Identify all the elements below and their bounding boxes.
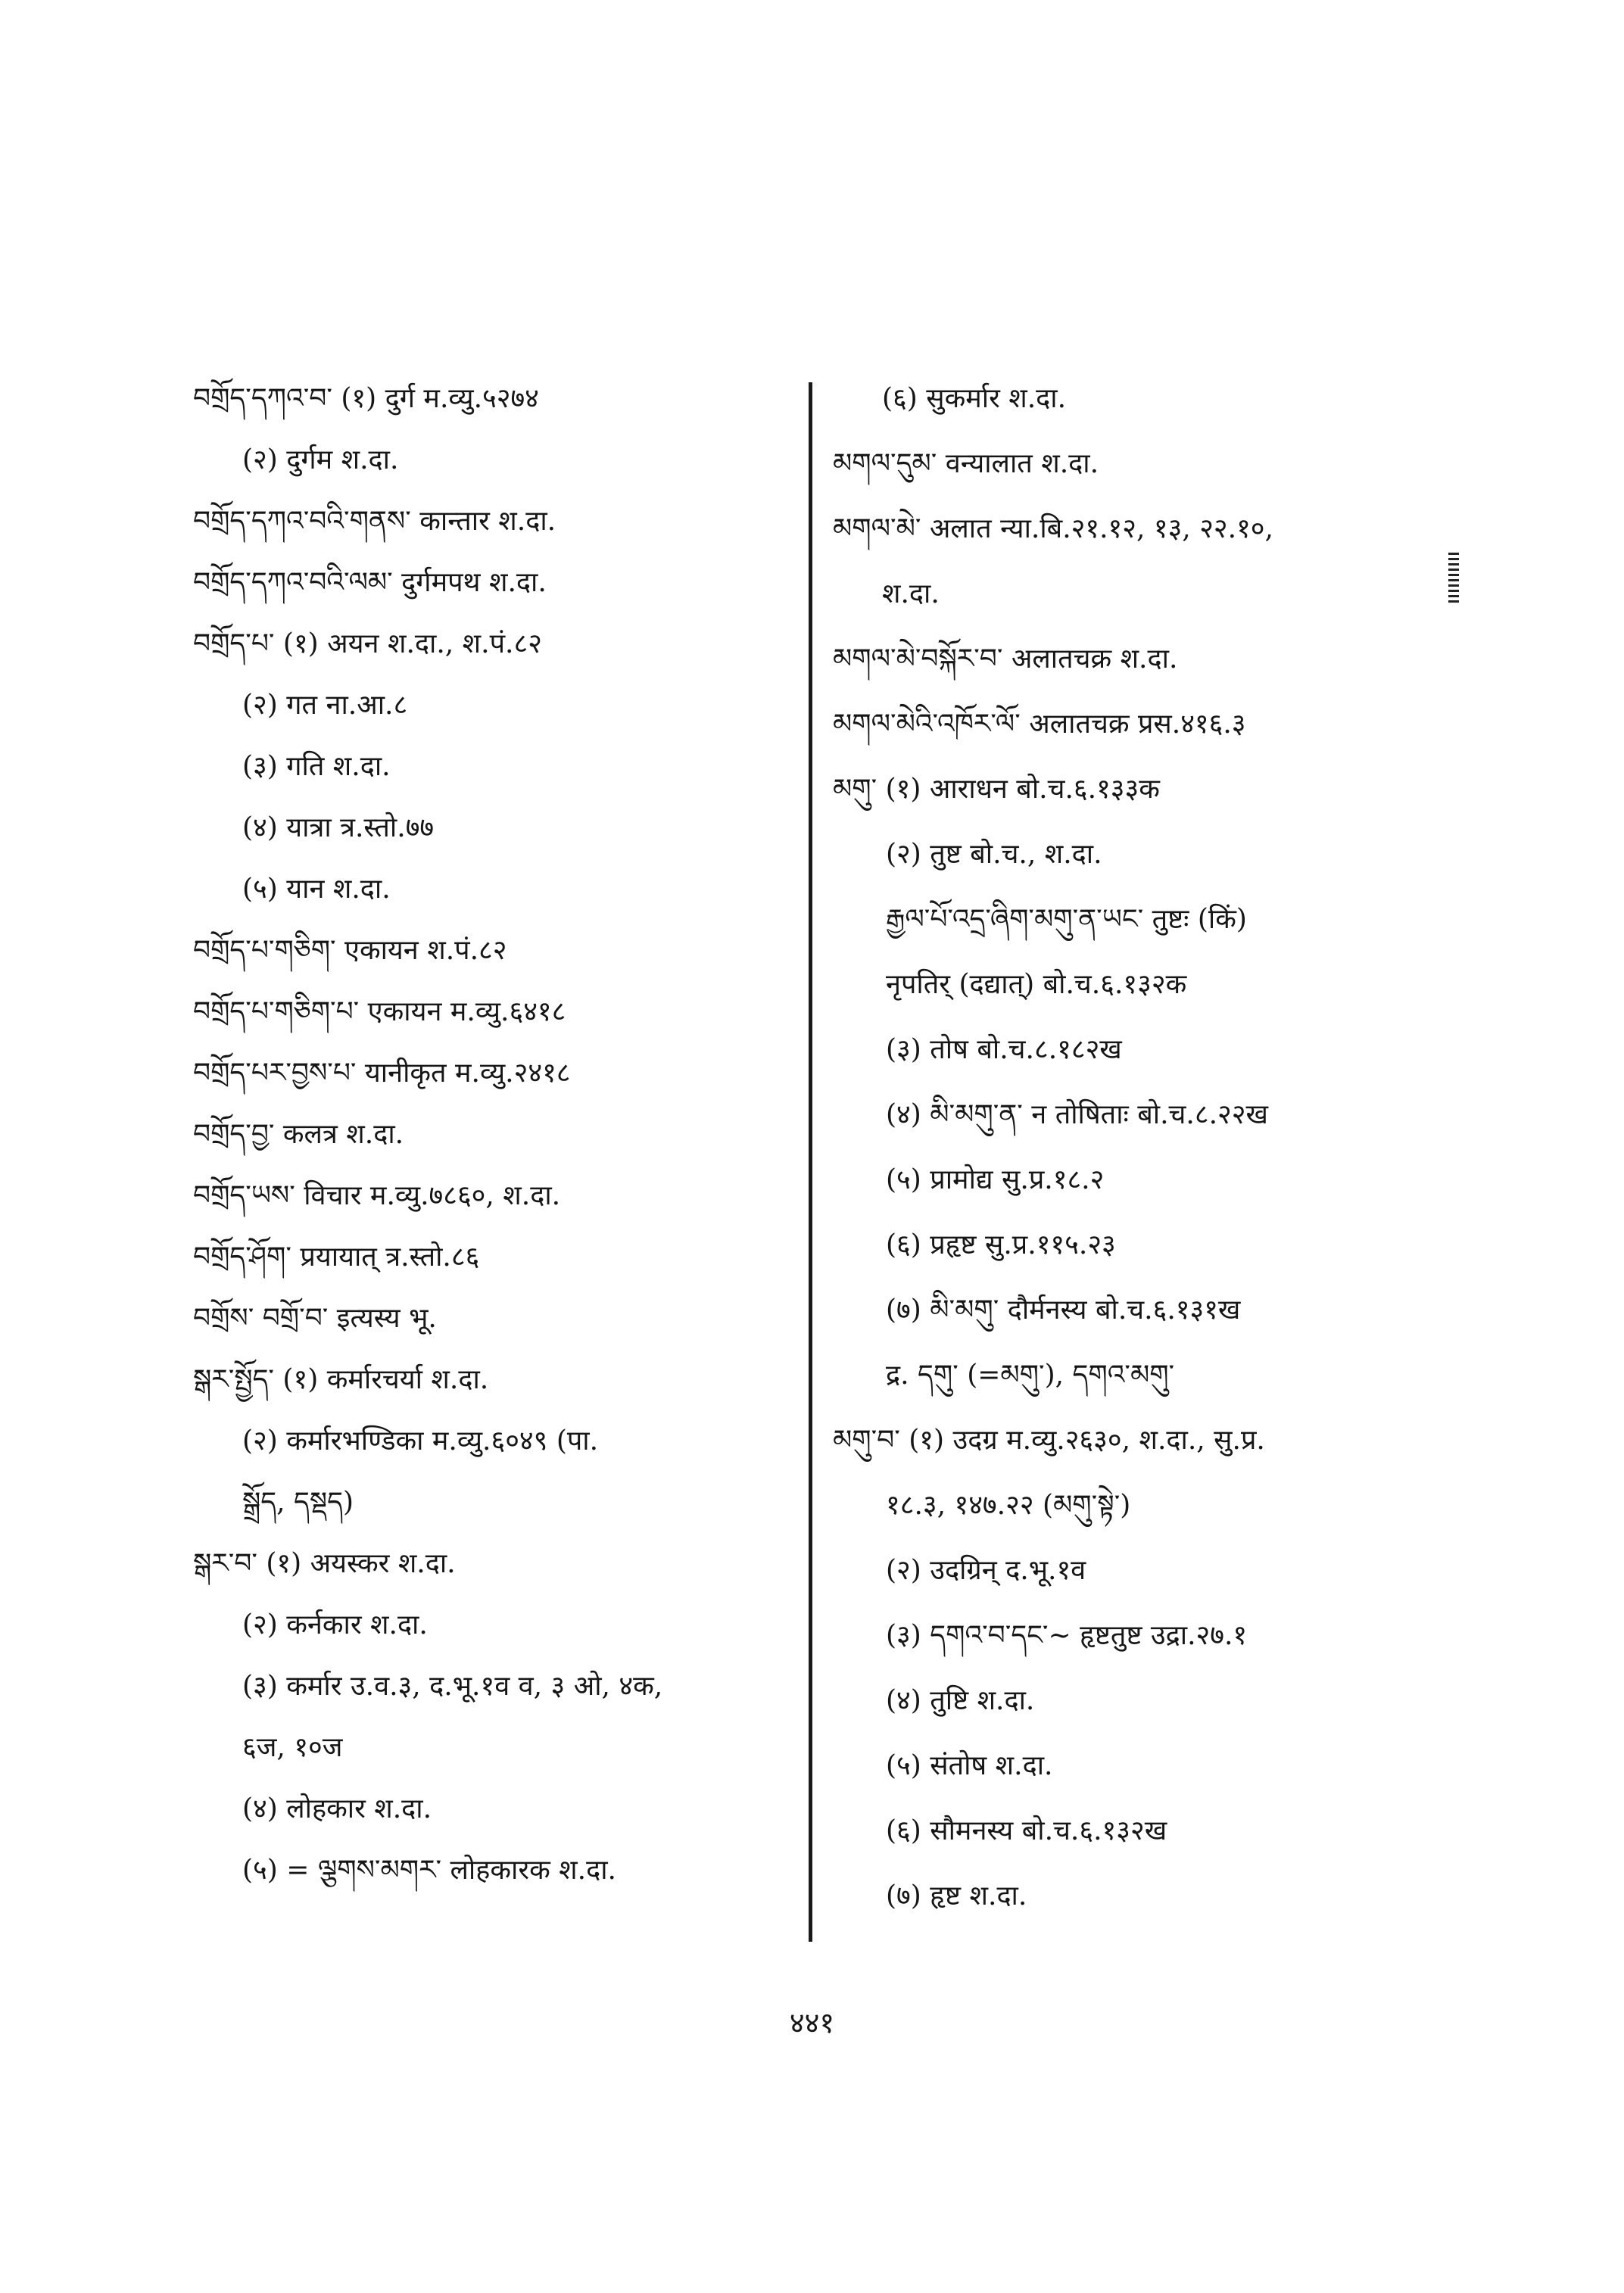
dictionary-sense-line: (६) प्रहृष्ट सु.प्र.११५.२३	[886, 1229, 1116, 1260]
dictionary-headword-line: བགྲོད་ཤོག་ प्रयायात् त्र.स्तो.८६	[193, 1242, 480, 1273]
dictionary-sense-line: (५) संतोष श.दा.	[886, 1750, 1053, 1781]
dictionary-sense-line: (५) = ལྕགས་མགར་ लोहकारक श.दा.	[242, 1855, 616, 1886]
dictionary-sense-line: (२) कर्नकार श.दा.	[242, 1609, 428, 1640]
dictionary-sense-line: (७) हृष्ट श.दा.	[886, 1880, 1027, 1911]
dictionary-sense-line: नृपतिर् (दद्यात्) बो.च.६.१३२क	[886, 969, 1187, 1000]
right-column	[833, 382, 1484, 1945]
dictionary-sense-line: (२) उदग्रिन् द.भू.१व	[886, 1555, 1086, 1586]
dictionary-headword-line: བགྲོད་དཀའ་བ་ (१) दुर्ग म.व्यु.५२७४	[193, 383, 539, 414]
dictionary-headword-line: སྒར་བ་ (१) अयस्कर श.दा.	[193, 1548, 456, 1579]
dictionary-headword-line: བགྲོད་ཡས་ विचार म.व्यु.७८६०, श.दा.	[193, 1180, 561, 1211]
dictionary-headword-line: བགྲོད་པ་གཅིག་ एकायन श.पं.८२	[193, 935, 507, 966]
dictionary-headword-line: མགལ་མེ་བསྐོར་བ་ अलातचक्र श.दा.	[833, 643, 1178, 675]
dictionary-sense-line: (४) तुष्टि श.दा.	[886, 1685, 1035, 1716]
dictionary-headword-line: མགུ་ (१) आराधन बो.च.६.१३३क	[833, 774, 1160, 805]
dictionary-sense-line: སྒྲོད, དསྡད)	[242, 1487, 354, 1518]
dictionary-headword-line: མགུ་བ་ (१) उदग्र म.व्यु.२६३०, श.दा., सु.प्र.	[833, 1425, 1265, 1456]
dictionary-sense-line: द्र. དགུ་ (=མགུ་), དགའ་མགུ་	[886, 1360, 1175, 1391]
dictionary-sense-line: (४) མི་མགུ་ན་ न तोषिताः बो.च.८.२२ख	[886, 1099, 1268, 1130]
dictionary-headword-line: བགྲོད་པ་གཅིག་པ་ एकायन म.व्यु.६४१८	[193, 996, 566, 1027]
dictionary-sense-line: (५) प्रामोद्य सु.प्र.१८.२	[886, 1164, 1105, 1195]
dictionary-headword-line: བགྲོས་ བགྲོ་བ་ इत्यस्य भू.	[193, 1303, 437, 1334]
dictionary-headword-line: བགྲོད་པ་ (१) अयन श.दा., श.पं.८२	[193, 628, 542, 659]
dictionary-sense-line: (२) कर्मारभण्डिका म.व्यु.६०४९ (पा.	[242, 1425, 599, 1456]
dictionary-sense-line: १८.३, १४७.२२ (མགུ་སྟེ་)	[886, 1490, 1131, 1521]
dictionary-sense-line: (४) लोहकार श.दा.	[242, 1793, 432, 1824]
dictionary-sense-line: (२) गत ना.आ.८	[242, 690, 408, 721]
margin-mark	[1448, 553, 1459, 606]
dictionary-sense-line: ६ज, १०ज	[242, 1732, 343, 1763]
dictionary-headword-line: བགྲོད་བྱ་ कलत्र श.दा.	[193, 1119, 404, 1150]
dictionary-headword-line: བགྲོད་པར་བྱས་པ་ यानीकृत म.व्यु.२४१८	[193, 1058, 571, 1089]
dictionary-sense-line: (३) गति श.दा.	[242, 751, 391, 782]
dictionary-sense-line: श.दा.	[882, 578, 940, 609]
dictionary-sense-line: (३) तोष बो.च.८.१८२ख	[886, 1034, 1122, 1065]
dictionary-headword-line: སྒར་སྤྱོད་ (१) कर्मारचर्या श.दा.	[193, 1364, 489, 1395]
dictionary-headword-line: མགལ་མེའི་འཁོར་ལོ་ अलातचक्र प्रस.४१६.३	[833, 709, 1246, 740]
dictionary-sense-line: (६) सुकर्मार श.दा.	[882, 383, 1067, 414]
left-column	[193, 382, 799, 1915]
dictionary-sense-line: (३) དགའ་བ་དང་~ हृष्टतुष्ट उद्रा.२७.१	[886, 1620, 1248, 1651]
dictionary-sense-line: (७) མི་མགུ་ दौर्मनस्य बो.च.६.१३१ख	[886, 1294, 1241, 1326]
dictionary-sense-line: (२) दुर्गम श.दा.	[242, 444, 399, 475]
dictionary-headword-line: མགལ་དུམ་ वन्यालात श.दा.	[833, 448, 1099, 479]
dictionary-sense-line: རྒྱལ་པོ་འདྲ་ཞིག་མགུ་ན་ཡང་ तुष्टः (किं)	[886, 904, 1247, 935]
dictionary-sense-line: (५) यान श.दा.	[242, 874, 391, 905]
dictionary-headword-line: བགྲོད་དཀའ་བའི་གནས་ कान्तार श.दा.	[193, 506, 556, 537]
dictionary-sense-line: (४) यात्रा त्र.स्तो.७७	[242, 812, 435, 843]
dictionary-sense-line: (२) तुष्ट बो.च., श.दा.	[886, 839, 1102, 870]
dictionary-headword-line: མགལ་མེ་ अलात न्या.बि.२१.१२, १३, २२.१०,	[833, 513, 1273, 544]
page-number: ४४१	[789, 2006, 835, 2039]
dictionary-sense-line: (६) सौमनस्य बो.च.६.१३२ख	[886, 1815, 1167, 1846]
dictionary-sense-line: (३) कर्मार उ.व.३, द.भू.१व व, ३ ओ, ४क,	[242, 1671, 663, 1702]
column-divider	[809, 382, 812, 1942]
dictionary-headword-line: བགྲོད་དཀའ་བའི་ལམ་ दुर्गमपथ श.दा.	[193, 567, 547, 598]
